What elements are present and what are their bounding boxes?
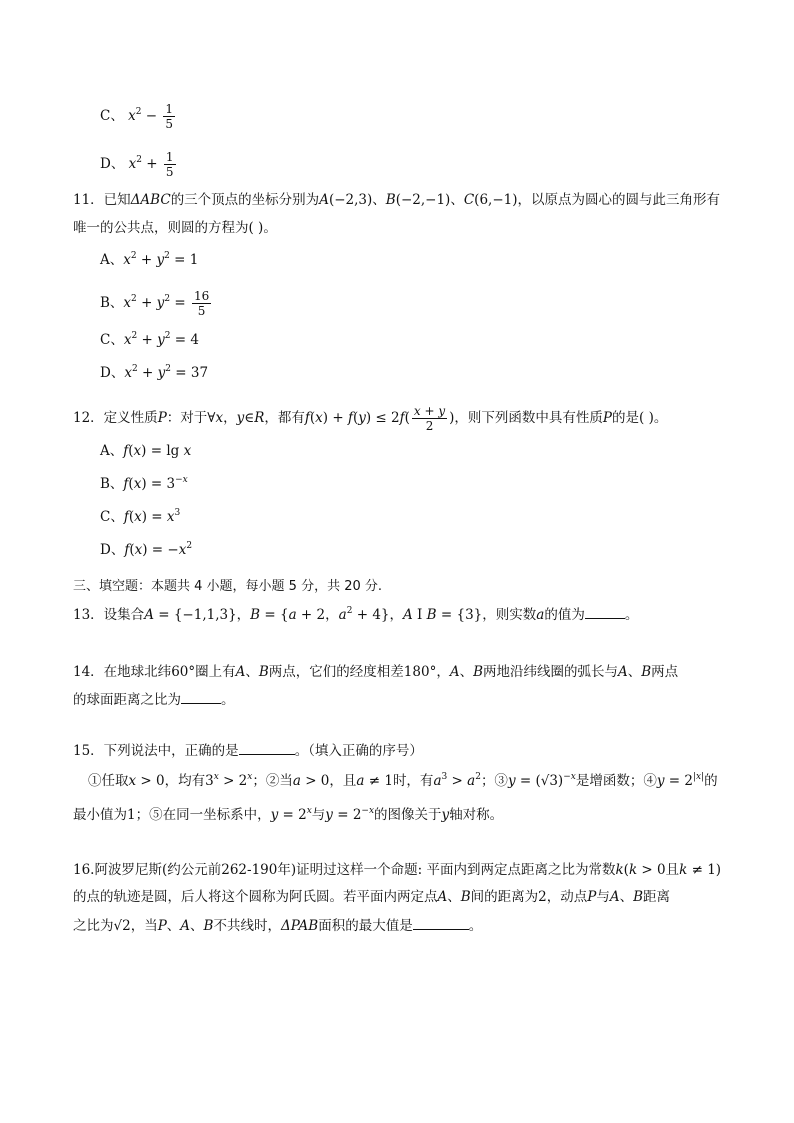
- fraction: $\frac{x + y}{2}$: [413, 404, 446, 433]
- q12-option-c: C、$f(x) = x^3$: [100, 507, 181, 525]
- q14-stem-line1: 14．在地球北纬60°圈上有A、B两点，它们的经度相差180°，A、B两地沿纬线圈的弧长与A、B两点: [73, 664, 679, 680]
- q12-option-a: A、f(x) = lg x: [100, 443, 192, 459]
- fraction: $\frac{1}{5}$: [165, 102, 174, 131]
- q11-option-d: D、$x^2 + y^2 = 37$: [100, 363, 209, 381]
- q15-items-line2: 最小值为1；⑤在同一坐标系中，$y = 2^x$与$y = 2^{-x}$的图像关于y轴对称。: [73, 805, 504, 823]
- answer-blank: [239, 742, 295, 755]
- answer-blank: [585, 606, 625, 619]
- q12-option-b: B、$f(x) = 3^{-x}$: [100, 474, 188, 492]
- fraction: $\frac{16}{5}$: [193, 289, 210, 318]
- q16-stem-line2: 的点的轨迹是圆，后人将这个圆称为阿氏圆。若平面内两定点A、B间的距离为2，动点P与A、B距离: [73, 889, 671, 905]
- q12-stem: 12．定义性质P：对于∀x，y∈R，都有f(x) + f(y) ≤ 2f( $\frac{x + y}{2}$ )，则下列函数中具有性质P的是( )。: [73, 404, 668, 433]
- q11-option-a: A、$x^2 + y^2 = 1$: [100, 250, 199, 268]
- q10-option-c: C、 $x^2$ − $\frac{1}{5}$: [100, 102, 174, 131]
- q16-stem-line1: 16.阿波罗尼斯(约公元前262-190年)证明过这样一个命题: 平面内到两定点距离之比为常数k(k > 0且k ≠ 1): [73, 862, 722, 878]
- q16-stem-line3: 之比为√2，当P、A、B不共线时，ΔPAB面积的最大值是 。: [73, 918, 483, 934]
- q14-stem-line2: 的球面距离之比为 。: [73, 692, 235, 708]
- q11-stem-line2: 唯一的公共点，则圆的方程为( )。: [73, 220, 277, 236]
- q15-stem: 15．下列说法中，正确的是 。（填入正确的序号）: [73, 743, 423, 759]
- section-heading: 三、填空题：本题共 4 小题，每小题 5 分，共 20 分.: [73, 579, 383, 594]
- q11-stem-line1: 11．已知ΔABC的三个顶点的坐标分别为A(−2,3)、B(−2,−1)、C(6,−1)，以原点为圆心的圆与此三角形有: [73, 192, 720, 208]
- answer-blank: [413, 917, 469, 930]
- answer-blank: [181, 691, 221, 704]
- q15-items-line1: ①任取x > 0，均有$3^x > 2^x$；②当a > 0，且a ≠ 1时，有$a^3 > a^2$；③y = $(√3)^{-x}$是增函数；④y = $2^{|x|}$的: [88, 771, 718, 789]
- q13-stem: 13．设集合A = {−1,1,3}，B = {a + 2，$a^2 + 4$}，A I B = {3}，则实数a的值为 。: [73, 605, 639, 623]
- fraction: $\frac{1}{5}$: [165, 150, 174, 179]
- q12-option-d: D、$f(x) = -x^2$: [100, 540, 193, 558]
- q10-option-d: D、 $x^2$ + $\frac{1}{5}$: [100, 150, 174, 179]
- q11-option-c: C、$x^2 + y^2 = 4$: [100, 330, 199, 348]
- q11-option-b: B、$x^2 + y^2$ = $\frac{16}{5}$: [100, 289, 210, 318]
